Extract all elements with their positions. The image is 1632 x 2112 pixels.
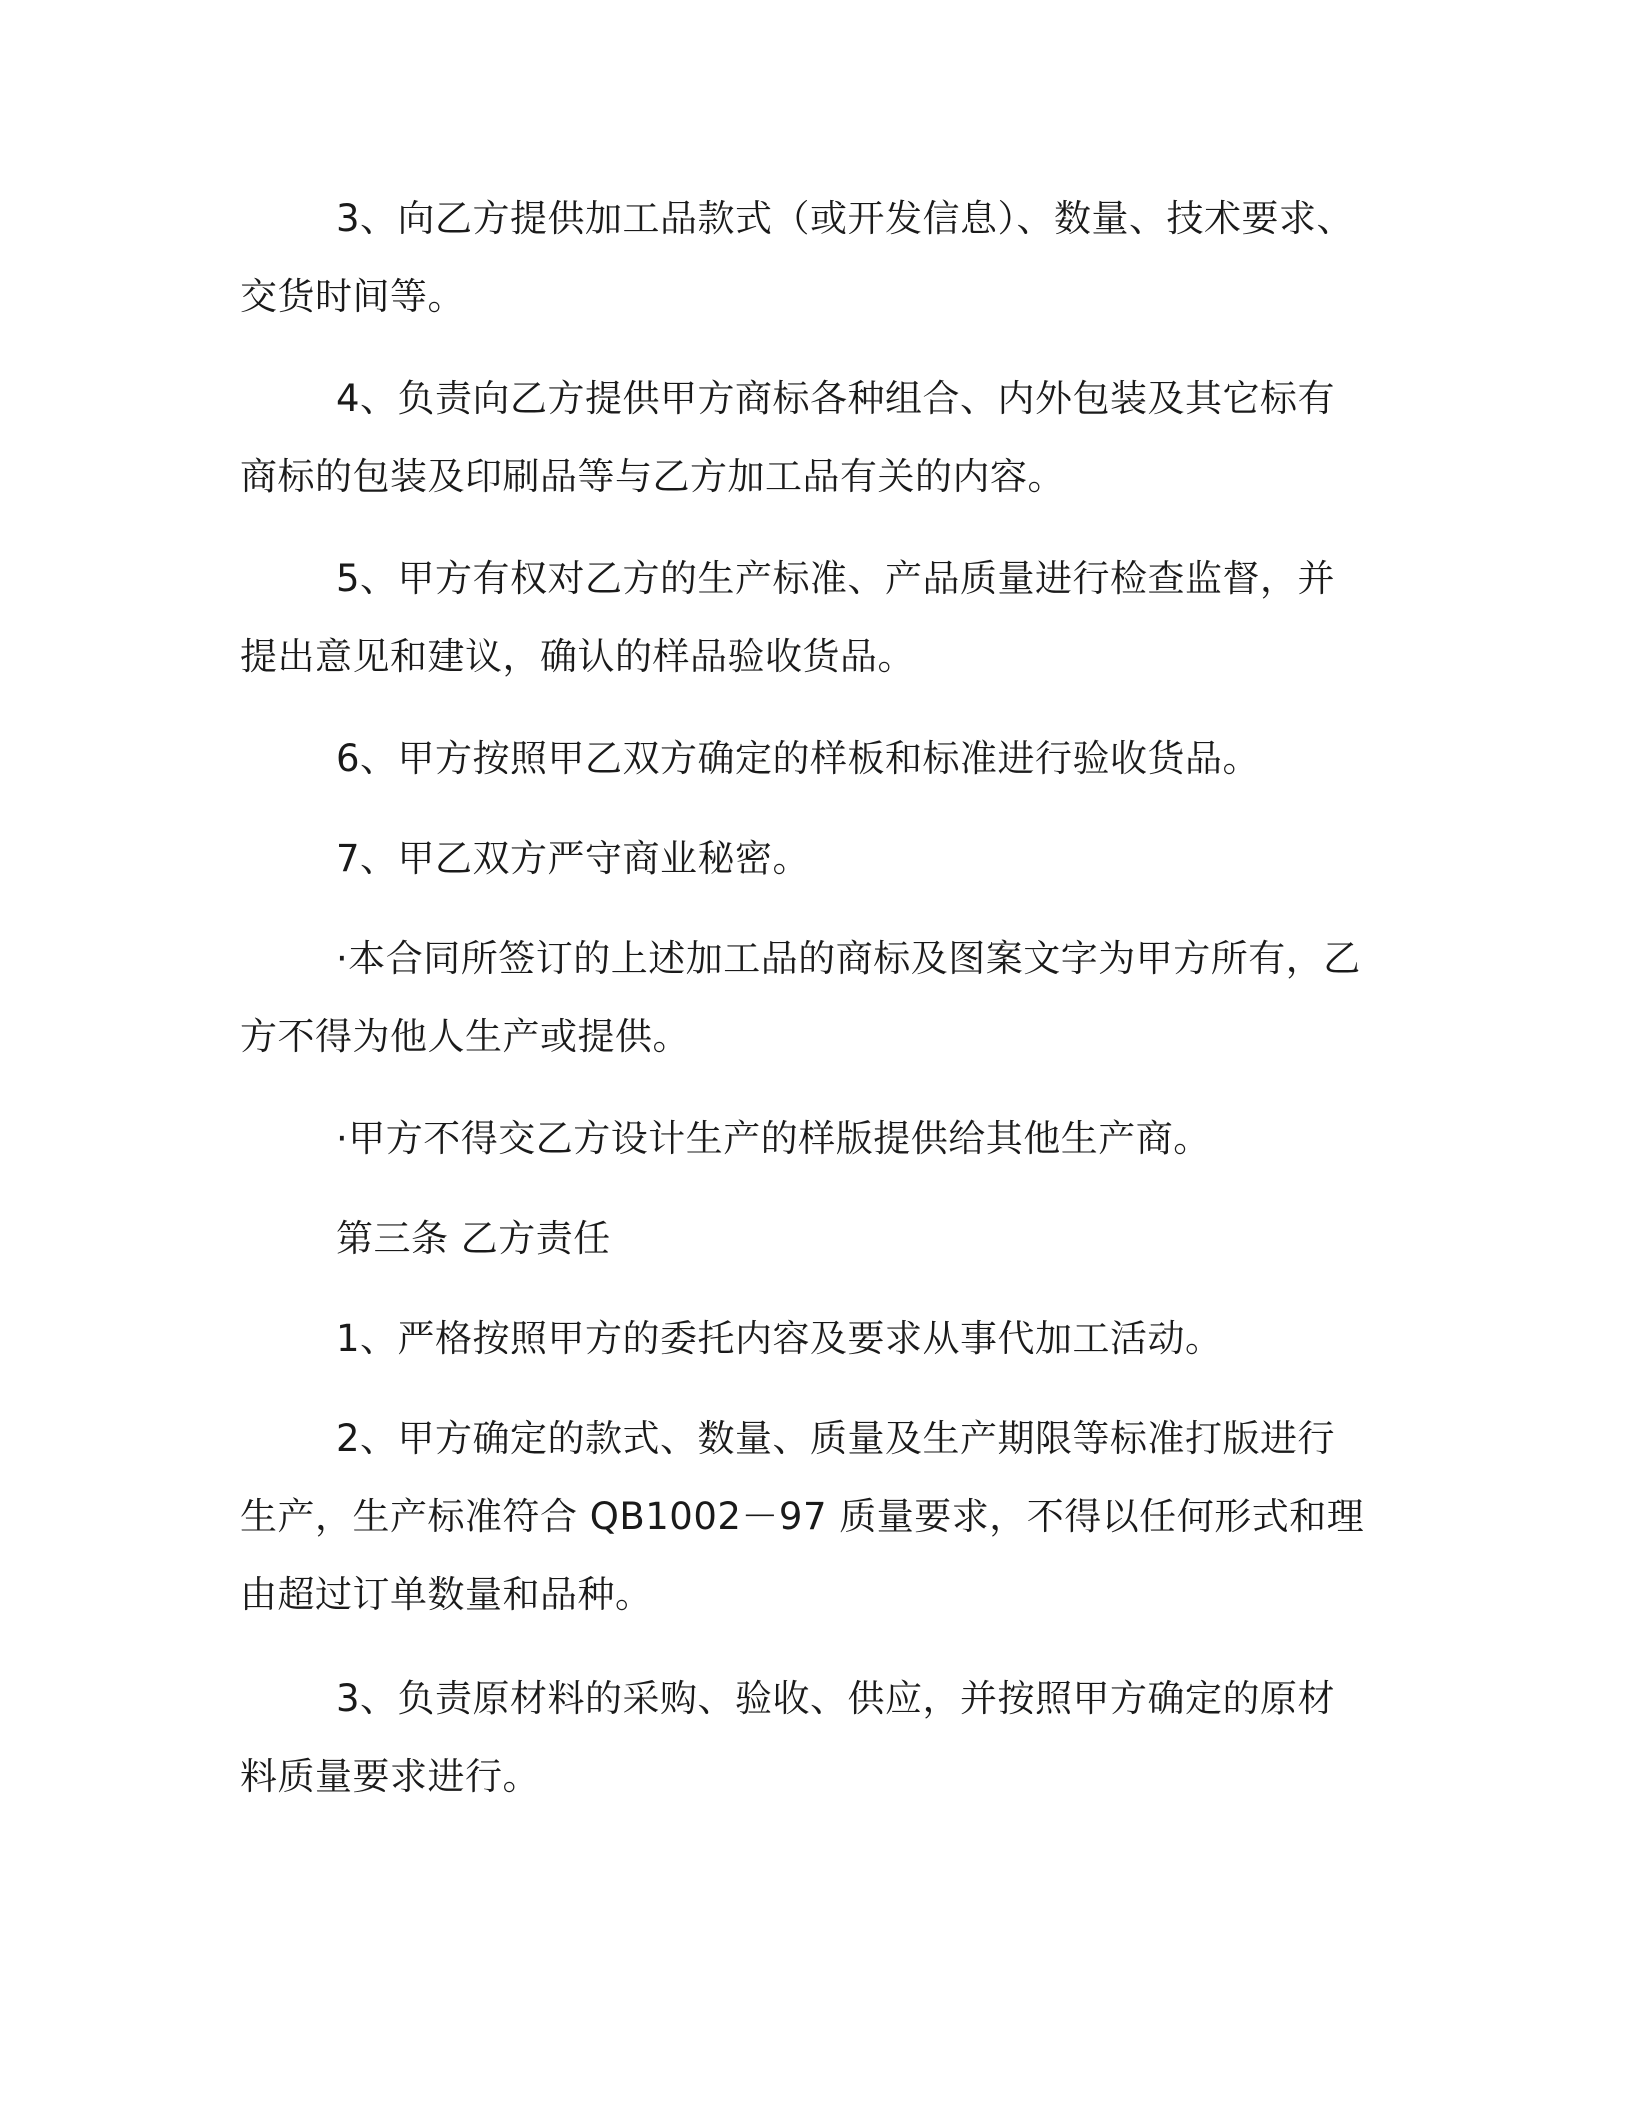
paragraph-item-4-trademark-packaging: 4、负责向乙方提供甲方商标各种组合、内外包装及其它标有商标的包装及印刷品等与乙方加工品有关的内容。 [240,377,1336,498]
paragraph-bullet-sample-restriction: ·甲方不得交乙方设计生产的样版提供给其他生产商。 [336,1117,1211,1160]
paragraph-item-2-production-standard: 2、甲方确定的款式、数量、质量及生产期限等标准打版进行生产，生产标准符合 QB1002－97 质量要求，不得以任何形式和理由超过订单数量和品种。 [240,1417,1365,1616]
paragraph-item-3-raw-materials: 3、负责原材料的采购、验收、供应，并按照甲方确定的原材料质量要求进行。 [240,1677,1336,1798]
paragraph-item-5-inspection-rights: 5、甲方有权对乙方的生产标准、产品质量进行检查监督，并提出意见和建议，确认的样品验收货品。 [240,557,1336,678]
paragraph-bullet-trademark-ownership: ·本合同所签订的上述加工品的商标及图案文字为甲方所有，乙方不得为他人生产或提供。 [240,937,1361,1058]
paragraph-item-6-acceptance: 6、甲方按照甲乙双方确定的样板和标准进行验收货品。 [336,737,1261,780]
paragraph-item-1-follow-requirements: 1、严格按照甲方的委托内容及要求从事代加工活动。 [336,1317,1223,1360]
section-heading-article-3: 第三条 乙方责任 [336,1217,611,1260]
paragraph-item-3-provide-specs: 3、向乙方提供加工品款式（或开发信息）、数量、技术要求、交货时间等。 [240,197,1355,318]
paragraph-item-7-confidentiality: 7、甲乙双方严守商业秘密。 [336,837,811,880]
